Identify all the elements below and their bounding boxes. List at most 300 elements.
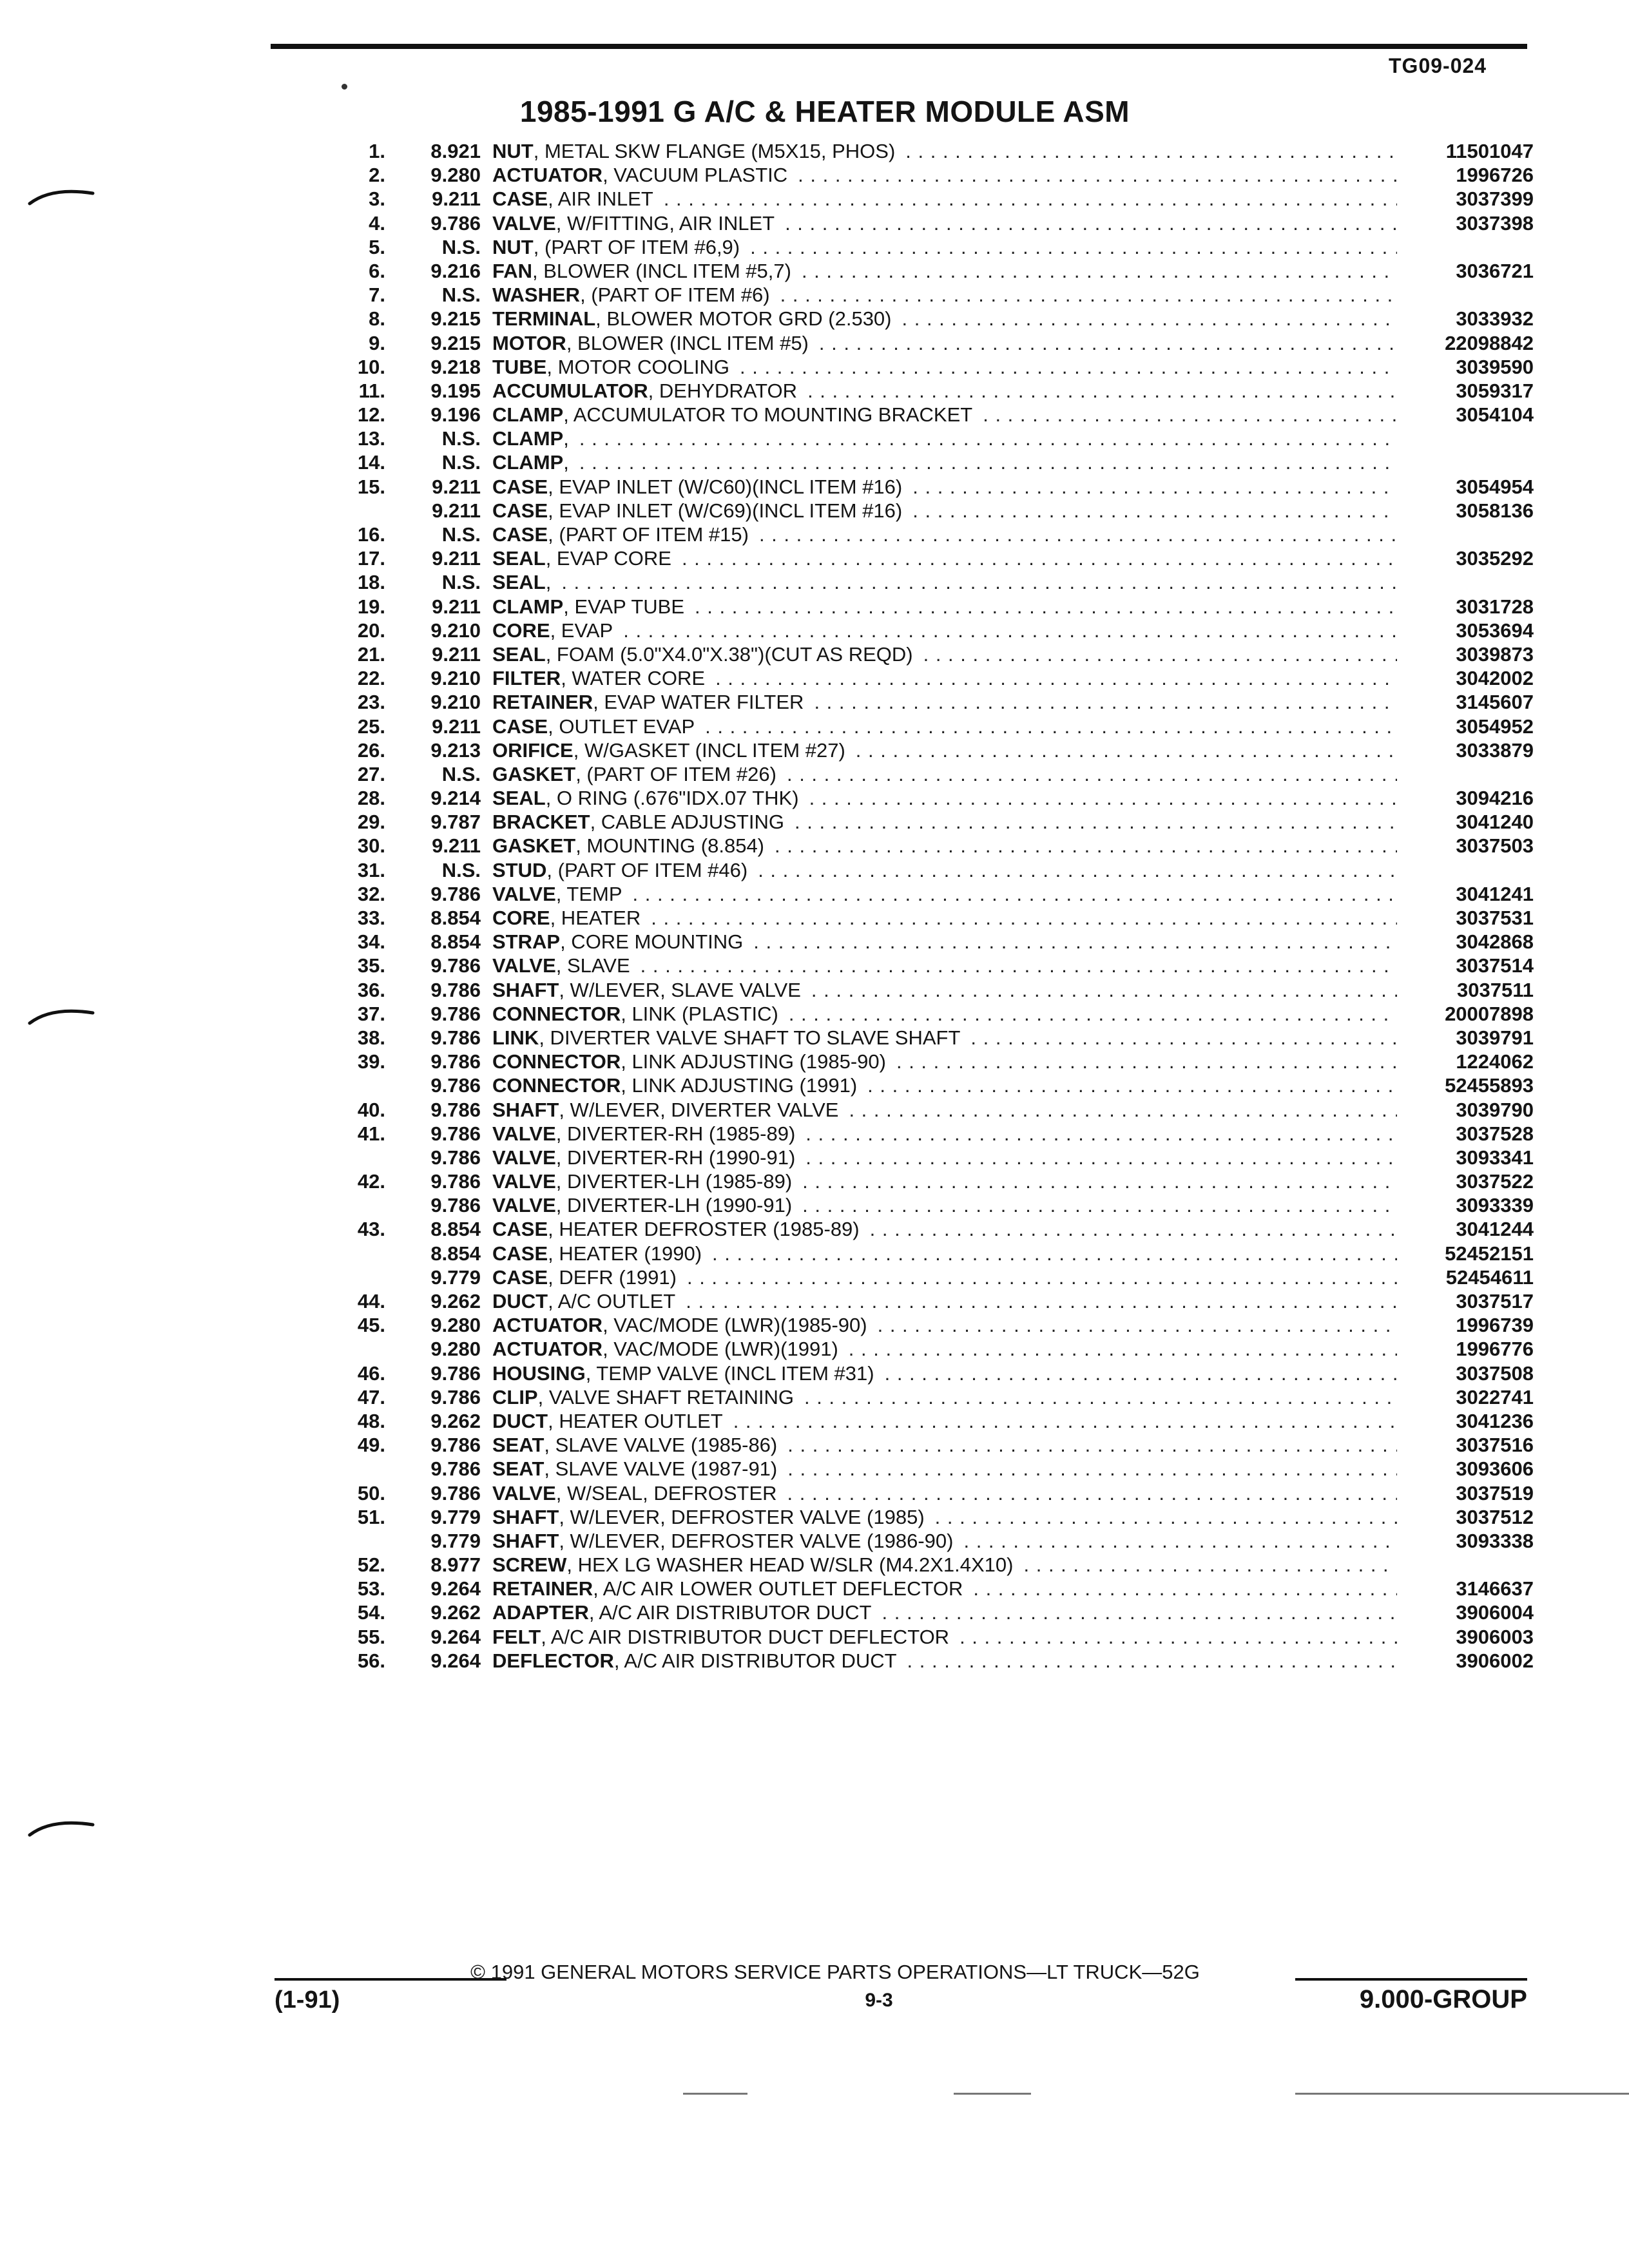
part-name: CONNECTOR (492, 1074, 621, 1097)
part-description (492, 1577, 1397, 1600)
group-number: N.S. (441, 451, 481, 474)
part-row (348, 307, 1534, 331)
item-number: 46. (357, 1361, 385, 1385)
part-name: VALVE (492, 211, 556, 235)
part-detail: , W/LEVER, DEFROSTER VALVE (1986-90) (559, 1529, 954, 1552)
part-row (348, 1073, 1534, 1097)
group-number: 9.786 (430, 1074, 481, 1097)
part-detail: , HEX LG WASHER HEAD W/SLR (M4.2X1.4X10) (566, 1553, 1014, 1577)
group-number: N.S. (441, 571, 481, 594)
group-number: 9.211 (432, 475, 481, 498)
part-number: 52455893 (1445, 1074, 1534, 1097)
part-row (348, 355, 1534, 379)
group-number: 9.000-GROUP (1359, 1985, 1527, 2013)
part-number: 3093339 (1456, 1194, 1534, 1217)
part-number: 3035292 (1456, 547, 1534, 570)
page-title (0, 94, 1629, 129)
part-detail: , (PART OF ITEM #6) (580, 284, 770, 307)
part-name: CORE (492, 907, 550, 929)
part-detail: , W/LEVER, DIVERTER VALVE (559, 1098, 839, 1121)
item-number: 11. (358, 379, 385, 402)
item-number: 1. (369, 140, 385, 162)
item-number: 13. (357, 427, 385, 450)
item-number: 54. (357, 1601, 385, 1624)
item-number: 44. (357, 1290, 385, 1312)
part-number: 3033932 (1456, 307, 1534, 331)
part-number: 22098842 (1445, 331, 1534, 354)
item-number: 53. (357, 1577, 385, 1600)
part-row (348, 1193, 1534, 1217)
part-number: 20007898 (1445, 1002, 1534, 1025)
part-description (492, 1265, 1397, 1289)
group-number: 9.264 (430, 1577, 481, 1600)
item-number: 35. (357, 954, 385, 977)
part-description (492, 355, 1397, 379)
group-number: 9.779 (430, 1505, 481, 1528)
part-number: 3036721 (1456, 259, 1534, 282)
part-name: CASE (492, 499, 548, 522)
part-description (492, 1600, 1397, 1624)
part-name: VALVE (492, 1146, 556, 1169)
part-detail: , DEFR (1991) (548, 1265, 677, 1289)
part-name: HOUSING (492, 1361, 586, 1385)
part-detail: , LINK (PLASTIC) (621, 1002, 778, 1025)
part-detail: , (PART OF ITEM #15) (548, 523, 749, 546)
item-number: 41. (357, 1122, 385, 1145)
item-number: 9. (369, 331, 385, 354)
part-row (348, 642, 1534, 666)
part-detail: , FOAM (5.0"X4.0"X.38")(CUT AS REQD) (545, 642, 913, 666)
part-number: 3037399 (1456, 187, 1534, 211)
part-detail: , METAL SKW FLANGE (M5X15, PHOS) (533, 140, 896, 162)
group-number: 9.786 (430, 1457, 481, 1481)
group-number: 8.921 (430, 140, 481, 162)
part-name: SHAFT (492, 1529, 559, 1552)
part-name: SEAL (492, 547, 546, 570)
group-number: 9.211 (432, 595, 481, 618)
part-detail: , BLOWER (INCL ITEM #5) (566, 331, 809, 354)
item-number: 17. (357, 547, 385, 570)
group-number: 8.854 (430, 930, 481, 954)
item-number: 40. (357, 1098, 385, 1121)
group-number: 9.280 (430, 164, 481, 187)
part-number: 3033879 (1456, 738, 1534, 762)
part-name: NUT (492, 235, 534, 258)
part-name: STRAP (492, 930, 561, 954)
part-detail: , DIVERTER-RH (1985-89) (555, 1122, 796, 1145)
part-description (492, 642, 1397, 666)
group-number: 9.786 (430, 1050, 481, 1073)
item-number: 30. (357, 834, 385, 858)
part-name: ACCUMULATOR (492, 379, 648, 402)
part-number: 52452151 (1445, 1242, 1534, 1265)
item-number: 5. (369, 235, 385, 258)
part-number: 11501047 (1445, 140, 1534, 162)
group-number: 9.262 (430, 1409, 481, 1432)
part-name: ADAPTER (492, 1601, 589, 1624)
page-title-text: 1985-1991 G A/C & HEATER MODULE ASM (519, 95, 1130, 128)
part-row (348, 786, 1534, 810)
part-description (492, 546, 1397, 570)
part-name: SHAFT (492, 1098, 559, 1121)
group-number: N.S. (441, 284, 481, 307)
part-row (348, 546, 1534, 570)
group-number: 9.216 (430, 259, 481, 282)
part-name: CONNECTOR (492, 1002, 621, 1025)
part-name: DEFLECTOR (492, 1649, 614, 1672)
item-number: 32. (357, 882, 385, 905)
part-name: GASKET (492, 834, 576, 858)
part-number: 3059317 (1456, 379, 1534, 402)
part-detail: , A/C AIR DISTRIBUTOR DUCT DEFLECTOR (541, 1625, 950, 1648)
part-number: 3145607 (1456, 691, 1534, 714)
part-description (492, 307, 1397, 331)
part-number: 3039873 (1456, 642, 1534, 666)
part-number: 3037519 (1456, 1481, 1534, 1504)
group-number: 9.211 (432, 642, 481, 666)
part-description (492, 403, 1397, 427)
part-description (492, 283, 1397, 307)
part-detail: , EVAP CORE (545, 547, 671, 570)
part-row (348, 1625, 1534, 1649)
part-row (348, 595, 1534, 619)
item-number: 4. (369, 211, 385, 235)
group-number: 9.262 (430, 1290, 481, 1312)
group-number: 9.786 (430, 954, 481, 977)
part-detail: , AIR INLET (548, 187, 653, 211)
part-row (348, 1289, 1534, 1313)
part-description (492, 570, 1397, 594)
part-number: 3037522 (1456, 1170, 1534, 1193)
part-number: 3039790 (1456, 1098, 1534, 1121)
part-detail: , (PART OF ITEM #46) (546, 858, 748, 881)
part-name: CONNECTOR (492, 1050, 621, 1073)
part-number: 3042002 (1456, 667, 1534, 690)
part-name: VALVE (492, 1122, 556, 1145)
item-number: 28. (357, 787, 385, 810)
part-description (492, 499, 1397, 523)
part-row (348, 834, 1534, 858)
item-number: 42. (357, 1170, 385, 1193)
scan-hole-mark (26, 186, 97, 207)
part-name: VALVE (492, 1194, 556, 1217)
copyright-line (0, 1961, 1629, 1984)
part-number: 3031728 (1456, 595, 1534, 618)
part-description (492, 930, 1397, 954)
part-row (348, 762, 1534, 786)
item-number: 55. (357, 1625, 385, 1648)
part-description (492, 379, 1397, 403)
part-number: 3906003 (1456, 1625, 1534, 1648)
part-name: SCREW (492, 1553, 567, 1577)
group-number: 9.196 (430, 403, 481, 427)
part-row (348, 930, 1534, 954)
group-number: 9.786 (430, 1002, 481, 1025)
parts-list (348, 139, 1534, 1673)
part-description (492, 1122, 1397, 1146)
part-description (492, 1289, 1397, 1313)
part-description (492, 1457, 1397, 1481)
scan-line (1295, 2093, 1629, 2095)
part-name: SHAFT (492, 1505, 559, 1528)
part-description (492, 619, 1397, 642)
part-row (348, 715, 1534, 738)
part-row (348, 1242, 1534, 1265)
item-number: 6. (369, 259, 385, 282)
part-detail: , (PART OF ITEM #26) (575, 762, 776, 785)
group-number: N.S. (441, 427, 481, 450)
part-detail: , DIVERTER-LH (1985-89) (555, 1170, 793, 1193)
part-name: CLIP (492, 1385, 538, 1408)
part-row (348, 1577, 1534, 1600)
scan-line (683, 2093, 747, 2095)
part-detail: , O RING (.676"IDX.07 THK) (545, 787, 799, 810)
part-row (348, 619, 1534, 642)
part-number: 3146637 (1456, 1577, 1534, 1600)
part-detail: , TEMP VALVE (INCL ITEM #31) (585, 1361, 874, 1385)
part-description (492, 834, 1397, 858)
part-row (348, 1505, 1534, 1529)
part-number: 3042868 (1456, 930, 1534, 954)
group-number: 9.210 (430, 691, 481, 714)
document-code: TG09-024 (1389, 54, 1487, 77)
part-description (492, 1002, 1397, 1026)
part-description (492, 235, 1397, 259)
part-detail: , BLOWER (INCL ITEM #5,7) (532, 259, 791, 282)
part-number: 3093606 (1456, 1457, 1534, 1481)
part-description (492, 1146, 1397, 1169)
part-row (348, 163, 1534, 187)
group-number: 9.215 (430, 331, 481, 354)
part-description (492, 450, 1397, 474)
part-row (348, 1409, 1534, 1433)
item-number: 39. (357, 1050, 385, 1073)
part-detail: , MOTOR COOLING (546, 355, 730, 378)
part-description (492, 1409, 1397, 1433)
part-detail: , W/GASKET (INCL ITEM #27) (573, 738, 845, 762)
part-description (492, 1361, 1397, 1385)
part-detail: , HEATER (550, 907, 641, 929)
item-number: 14. (357, 451, 385, 474)
part-row (348, 738, 1534, 762)
part-name: ACTUATOR (492, 164, 603, 187)
part-number: 3093341 (1456, 1146, 1534, 1169)
part-row (348, 1026, 1534, 1050)
part-description (492, 523, 1397, 546)
revision-date: (1-91) (275, 1986, 340, 2013)
part-name: CASE (492, 475, 548, 498)
part-number: 3037514 (1456, 954, 1534, 977)
part-detail: , HEATER DEFROSTER (1985-89) (548, 1218, 860, 1241)
part-row (348, 1433, 1534, 1457)
part-description (492, 882, 1397, 906)
item-number: 34. (357, 930, 385, 954)
part-name: ACTUATOR (492, 1314, 603, 1337)
part-name: BRACKET (492, 811, 590, 834)
part-detail: , DEHYDRATOR (648, 379, 798, 402)
part-name: FELT (492, 1625, 541, 1648)
part-description (492, 163, 1397, 187)
group-number: 9.218 (430, 355, 481, 378)
part-row (348, 331, 1534, 355)
part-name: STUD (492, 858, 547, 881)
part-name: VALVE (492, 882, 556, 905)
scan-hole-mark (26, 1817, 97, 1839)
part-detail: , A/C AIR DISTRIBUTOR DUCT (588, 1601, 872, 1624)
part-row (348, 475, 1534, 499)
part-detail: , VALVE SHAFT RETAINING (537, 1385, 794, 1408)
scan-speck (342, 84, 347, 90)
part-name: CASE (492, 1265, 548, 1289)
part-name: SEAT (492, 1457, 545, 1481)
part-description (492, 978, 1397, 1002)
item-number: 47. (357, 1385, 385, 1408)
part-name: VALVE (492, 954, 556, 977)
part-number: 3053694 (1456, 619, 1534, 642)
group-number: 9.210 (430, 667, 481, 690)
part-name: VALVE (492, 1481, 556, 1504)
part-description (492, 595, 1397, 619)
item-number: 38. (357, 1026, 385, 1049)
part-row (348, 906, 1534, 930)
part-number: 3906002 (1456, 1649, 1534, 1672)
group-number: 9.786 (430, 1434, 481, 1457)
part-description (492, 762, 1397, 786)
part-number: 3058136 (1456, 499, 1534, 522)
part-name: WASHER (492, 284, 581, 307)
part-description (492, 1313, 1397, 1337)
group-number: 9.786 (430, 1026, 481, 1049)
part-detail: , LINK ADJUSTING (1991) (621, 1074, 858, 1097)
part-row (348, 1002, 1534, 1026)
item-number: 10. (357, 355, 385, 378)
part-description (492, 1553, 1397, 1577)
group-number: 9.779 (430, 1265, 481, 1289)
group-number: 9.214 (430, 787, 481, 810)
item-number: 49. (357, 1434, 385, 1457)
group-number: 9.264 (430, 1625, 481, 1648)
item-number: 25. (357, 715, 385, 738)
item-number: 3. (369, 187, 385, 211)
part-description (492, 1433, 1397, 1457)
part-number: 3022741 (1456, 1385, 1534, 1408)
group-number: 9.280 (430, 1338, 481, 1361)
group-number: 9.786 (430, 1481, 481, 1504)
item-number: 22. (357, 667, 385, 690)
part-row (348, 1265, 1534, 1289)
part-row (348, 1122, 1534, 1146)
part-name: SEAL (492, 642, 546, 666)
part-description (492, 1649, 1397, 1673)
group-number: 9.211 (432, 715, 481, 738)
part-row (348, 570, 1534, 594)
part-number: 3037516 (1456, 1434, 1534, 1457)
part-name: SHAFT (492, 978, 559, 1001)
part-detail: , A/C AIR LOWER OUTLET DEFLECTOR (593, 1577, 963, 1600)
group-number: 9.215 (430, 307, 481, 331)
part-description (492, 427, 1397, 450)
part-row (348, 379, 1534, 403)
part-description (492, 1073, 1397, 1097)
group-number: 9.786 (430, 1361, 481, 1385)
part-description (492, 1242, 1397, 1265)
part-detail: , DIVERTER-LH (1990-91) (555, 1194, 793, 1217)
group-number: 9.786 (430, 211, 481, 235)
item-number: 33. (357, 907, 385, 929)
part-description (492, 738, 1397, 762)
part-description (492, 715, 1397, 738)
part-row (348, 1169, 1534, 1193)
part-number: 3054954 (1456, 475, 1534, 498)
part-description (492, 211, 1397, 235)
part-description (492, 666, 1397, 690)
part-number: 3093338 (1456, 1529, 1534, 1552)
item-number: 36. (357, 978, 385, 1001)
part-row (348, 954, 1534, 977)
group-number: 9.779 (430, 1529, 481, 1552)
part-description (492, 1529, 1397, 1553)
item-number: 45. (357, 1314, 385, 1337)
part-name: SEAT (492, 1434, 545, 1457)
part-detail: , DIVERTER VALVE SHAFT TO SLAVE SHAFT (539, 1026, 961, 1049)
item-number: 31. (357, 858, 385, 881)
item-number: 23. (357, 691, 385, 714)
part-detail: , DIVERTER-RH (1990-91) (555, 1146, 796, 1169)
group-number: 8.854 (430, 907, 481, 929)
part-name: TERMINAL (492, 307, 596, 331)
part-detail: , EVAP INLET (W/C69)(INCL ITEM #16) (548, 499, 903, 522)
part-detail: , HEATER (1990) (548, 1242, 702, 1265)
part-number: 3041240 (1456, 811, 1534, 834)
part-row (348, 403, 1534, 427)
part-name: CASE (492, 715, 548, 738)
part-description (492, 187, 1397, 211)
part-detail: , ACCUMULATOR TO MOUNTING BRACKET (563, 403, 973, 427)
part-name: VALVE (492, 1170, 556, 1193)
part-number: 3037531 (1456, 907, 1534, 929)
part-row (348, 666, 1534, 690)
part-name: SEAL (492, 571, 546, 594)
item-number: 21. (357, 642, 385, 666)
part-row (348, 1553, 1534, 1577)
part-row (348, 235, 1534, 259)
part-detail: , BLOWER MOTOR GRD (2.530) (595, 307, 892, 331)
item-number: 37. (357, 1002, 385, 1025)
item-number: 2. (369, 164, 385, 187)
part-description (492, 786, 1397, 810)
part-row (348, 499, 1534, 523)
group-number: 9.280 (430, 1314, 481, 1337)
part-detail: , VAC/MODE (LWR)(1985-90) (602, 1314, 867, 1337)
part-row (348, 858, 1534, 882)
part-description (492, 1098, 1397, 1122)
scan-line (954, 2093, 1031, 2095)
group-number: 8.854 (430, 1218, 481, 1241)
item-number: 20. (357, 619, 385, 642)
part-detail: , OUTLET EVAP (548, 715, 695, 738)
part-row (348, 427, 1534, 450)
part-name: RETAINER (492, 691, 593, 714)
part-row (348, 978, 1534, 1002)
part-number: 1996726 (1456, 164, 1534, 187)
part-detail: , MOUNTING (8.854) (575, 834, 765, 858)
part-detail: , (PART OF ITEM #6,9) (533, 235, 740, 258)
part-detail: , VACUUM PLASTIC (602, 164, 788, 187)
part-name: CLAMP (492, 403, 564, 427)
group-number: 9.211 (432, 547, 481, 570)
part-name: NUT (492, 140, 534, 162)
part-detail: , A/C AIR DISTRIBUTOR DUCT (613, 1649, 897, 1672)
